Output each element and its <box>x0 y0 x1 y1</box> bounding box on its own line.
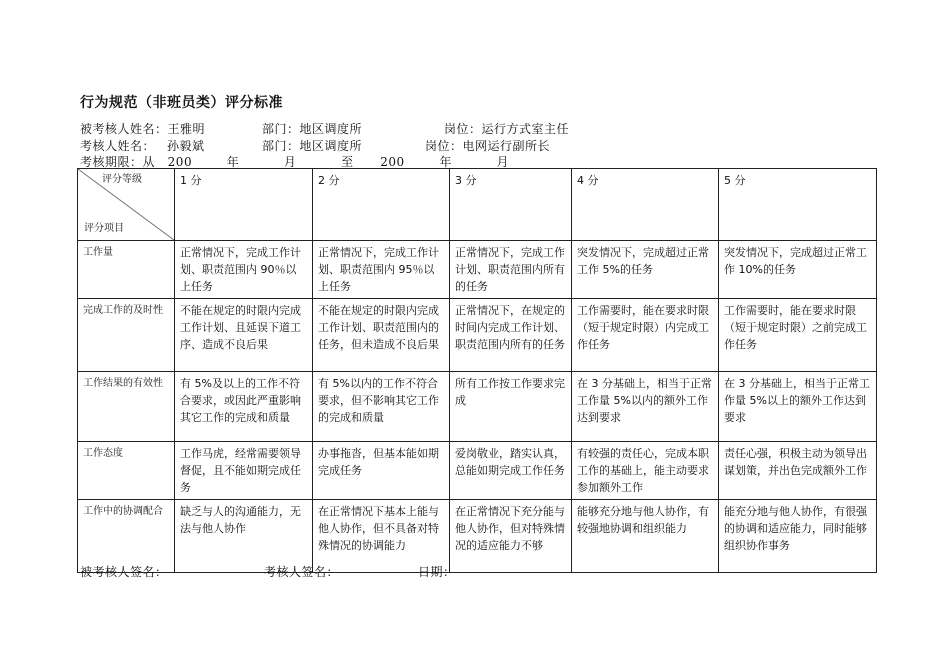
table-header-row <box>78 169 877 241</box>
table-cell: 正常情况下，完成工作计划、职责范围内 90％以上任务 <box>175 241 313 299</box>
table-cell: 工作需要时，能在要求时限（短于规定时限）之前完成工作任务 <box>719 299 877 372</box>
level-header-1: 1 分 <box>175 169 313 241</box>
table-cell: 能够充分地与他人协作，有较强地协调和组织能力 <box>572 500 719 573</box>
date-label: 日期： <box>418 565 456 579</box>
row-item-label: 工作中的协调配合 <box>78 500 175 573</box>
level-header-3: 3 分 <box>450 169 572 241</box>
table-cell: 所有工作按工作要求完成 <box>450 372 572 442</box>
period-month-end: 月 <box>496 155 509 169</box>
row-item-label: 完成工作的及时性 <box>78 299 175 372</box>
table-cell: 办事拖沓，但基本能如期完成任务 <box>313 442 450 500</box>
table-cell: 在正常情况下基本上能与他人协作，但不具备对特殊情况的协调能力 <box>313 500 450 573</box>
table-cell: 工作需要时，能在要求时限（短于规定时限）内完成工作任务 <box>572 299 719 372</box>
table-cell: 在 3 分基础上，相当于正常工作量 5%以上的额外工作达到要求 <box>719 372 877 442</box>
examinee-name-label: 被考核人姓名： <box>80 122 168 136</box>
table-cell: 有较强的责任心，完成本职工作的基础上，能主动要求参加额外工作 <box>572 442 719 500</box>
examinee-post: 岗位：运行方式室主任 <box>444 122 570 136</box>
period-to: 至 <box>341 155 354 169</box>
table-cell: 缺乏与人的沟通能力，无法与他人协作 <box>175 500 313 573</box>
period-year-end: 200 <box>380 155 405 169</box>
table-cell: 正常情况下，完成工作计划、职责范围内 95％以上任务 <box>313 241 450 299</box>
table-cell: 能充分地与他人协作，有很强的协调和适应能力，同时能够组织协作事务 <box>719 500 877 573</box>
examiner-dept: 部门：地区调度所 <box>262 139 363 153</box>
table-cell: 不能在规定的时限内完成工作计划、职责范围内的任务，但未造成不良后果 <box>313 299 450 372</box>
table-row <box>78 372 877 442</box>
corner-label-levels: 评分等级 <box>102 174 142 185</box>
row-item-label: 工作态度 <box>78 442 175 500</box>
examiner-signature-label: 考核人签名： <box>264 565 340 579</box>
examinee-name-value: 王雅明 <box>167 122 206 136</box>
table-cell: 有 5%及以上的工作不符合要求，或因此严重影响其它工作的完成和质量 <box>175 372 313 442</box>
table-cell: 正常情况下，完成工作计划、职责范围内所有的任务 <box>450 241 572 299</box>
level-header-2: 2 分 <box>313 169 450 241</box>
corner-label-items: 评分项目 <box>84 223 124 234</box>
table-cell: 责任心强，积极主动为领导出谋划策，并出色完成额外工作 <box>719 442 877 500</box>
examinee-info-line <box>80 120 205 137</box>
table-cell: 工作马虎，经常需要领导督促，且不能如期完成任务 <box>175 442 313 500</box>
table-row <box>78 442 877 500</box>
table-cell: 在 3 分基础上，相当于正常工作量 5%以内的额外工作达到要求 <box>572 372 719 442</box>
row-item-label: 工作量 <box>78 241 175 299</box>
period-year-start: 200 <box>167 155 193 169</box>
examinee-dept: 部门：地区调度所 <box>262 122 363 136</box>
table-cell: 有 5%以内的工作不符合要求，但不影响其它工作的完成和质量 <box>313 372 450 442</box>
table-cell: 突发情况下，完成超过正常工作 10%的任务 <box>719 241 877 299</box>
table-cell: 爱岗敬业，踏实认真，总能如期完成工作任务 <box>450 442 572 500</box>
examiner-name-label: 考核人姓名： <box>80 139 156 153</box>
page-title: 行为规范（非班员类）评分标准 <box>80 95 283 111</box>
examiner-info-line <box>80 137 205 154</box>
table-cell: 不能在规定的时限内完成工作计划、且延误下道工序、造成不良后果 <box>175 299 313 372</box>
level-header-5: 5 分 <box>719 169 877 241</box>
period-label: 考核期限：从 <box>80 155 156 169</box>
level-header-4: 4 分 <box>572 169 719 241</box>
examinee-signature-label: 被考核人签名： <box>80 565 168 579</box>
period-month-start: 月 <box>283 155 297 169</box>
table-row <box>78 241 877 299</box>
table-cell: 突发情况下，完成超过正常工作 5%的任务 <box>572 241 719 299</box>
row-item-label: 工作结果的有效性 <box>78 372 175 442</box>
table-cell: 在正常情况下充分能与他人协作，但对特殊情况的适应能力不够 <box>450 500 572 573</box>
table-row <box>78 500 877 573</box>
period-nian-end: 年 <box>439 155 452 169</box>
corner-cell <box>78 169 175 241</box>
scoring-table <box>77 168 877 573</box>
examiner-post: 岗位：电网运行副所长 <box>425 139 551 153</box>
table-cell: 正常情况下，在规定的时间内完成工作计划、职责范围内所有的任务 <box>450 299 572 372</box>
table-row <box>78 299 877 372</box>
period-nian-start: 年 <box>226 155 240 169</box>
examiner-name-value: 孙毅斌 <box>167 139 205 153</box>
